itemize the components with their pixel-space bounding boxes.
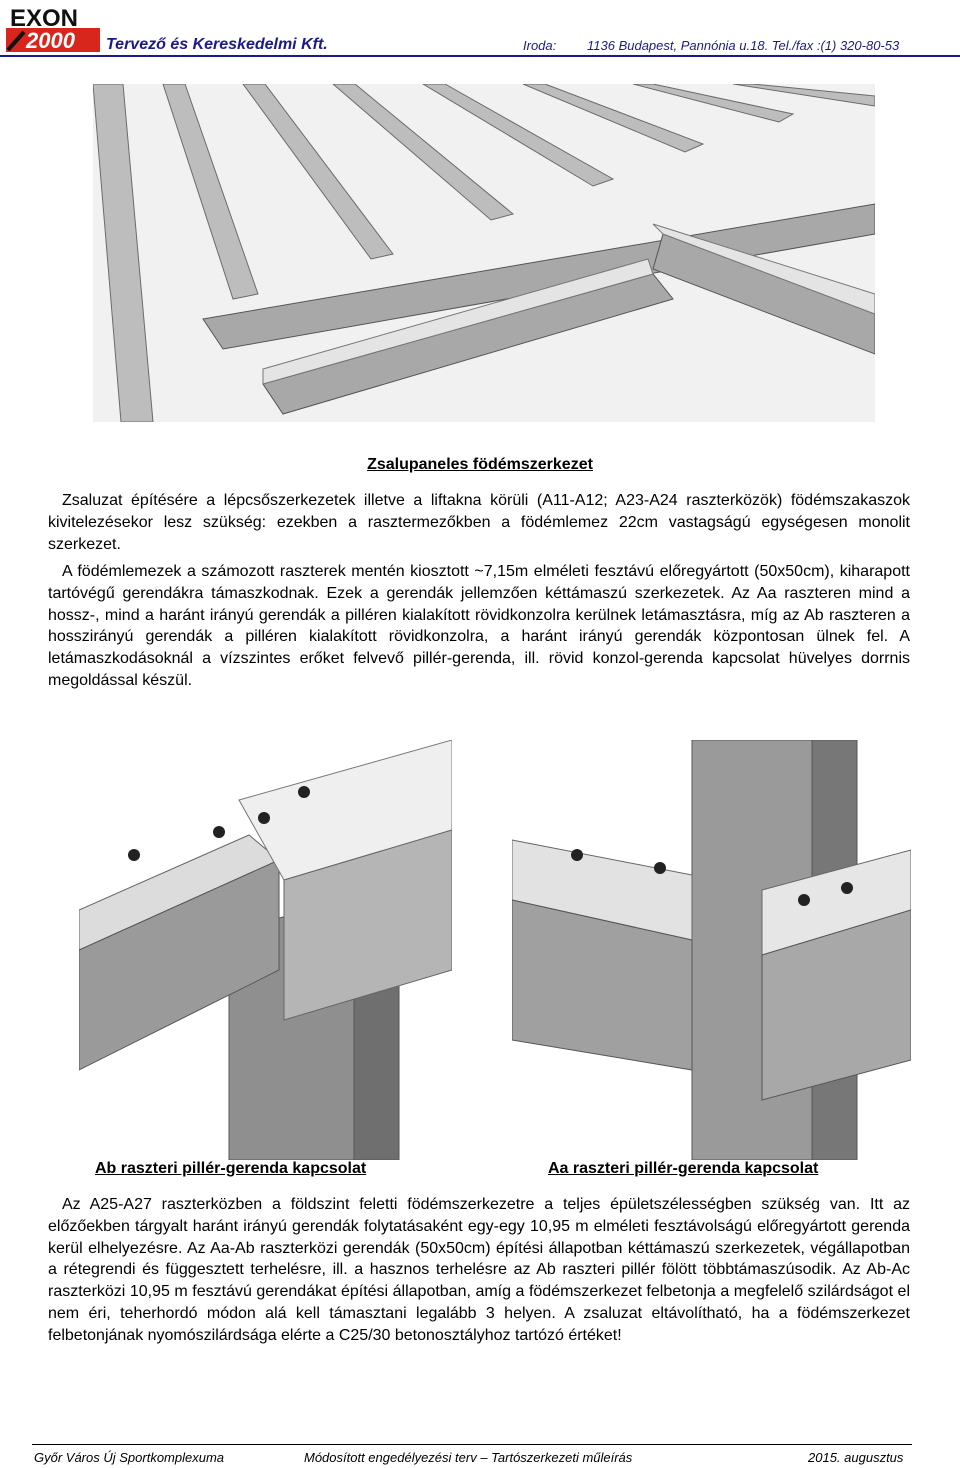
footer-divider [32, 1444, 912, 1445]
paragraph-intro: Zsaluzat építésére a lépcsőszerkezetek illetve a liftakna körüli (A11-A12; A23-A24 raszterközök) födémszakaszok kivitelezésekor lesz szükség: ezekben a rasztermezőkben a födémlemez 22cm vastagságú egységesen monolit szerkezet. [48, 492, 910, 553]
company-logo [6, 4, 100, 52]
slab-beams-render [93, 84, 875, 422]
company-name: Tervező és Kereskedelmi Kft. [106, 36, 328, 53]
office-address: 1136 Budapest, Pannónia u.18. Tel./fax :(1) 320-80-53 [587, 38, 900, 53]
svg-text:2000: 2000 [26, 28, 75, 52]
header-divider [0, 55, 960, 57]
section-title: Zsalupaneles födémszerkezet [367, 456, 593, 473]
caption-aa-connection: Aa raszteri pillér-gerenda kapcsolat [548, 1160, 819, 1177]
aa-column-beam-render [512, 740, 911, 1160]
office-label: Iroda: [523, 38, 557, 53]
footer-document: Módosított engedélyezési terv – Tartószerkezeti műleírás [304, 1450, 633, 1465]
caption-ab-connection: Ab raszteri pillér-gerenda kapcsolat [95, 1160, 367, 1177]
footer-date: 2015. augusztus [808, 1450, 904, 1465]
footer-project: Győr Város Új Sportkomplexuma [34, 1450, 225, 1465]
paragraph-beams: A födémlemezek a számozott raszterek mentén kiosztott ~7,15m elméleti fesztávú előregyártott (50x50cm), kiharapott tartóvégű gerendákra támaszkodnak. Ezek a gerendák jellemzően kéttámaszú szerkezetek. Az Aa raszteren mind a hossz-, mind a haránt irányú gerendák a pilléren kialakított rövidkonzolra kerülnek letámasztásra, míg az Ab raszteren a hosszirányú gerendák a pilléren kialakított rövidkonzolra, a haránt irányú gerendák központosan ülnek fel. A letámaszkodásoknál a vízszintes erőket felvevő pillér-gerenda, ill. rövid konzol-gerenda kapcsolat hüvelyes dorrnis megoldással készül. [48, 563, 910, 689]
paragraph-a25-a27: Az A25-A27 raszterközben a földszint feletti födémszerkezetre a teljes épületszélességben szükség van. Itt az előzőekben tárgyalt haránt irányú gerendák folytatásaként egy-egy 10,95 m elméleti fesztávolságú előregyártott gerenda kerül elhelyezésre. Az Aa-Ab raszterközi gerendák (50x50cm) építési állapotban kéttámaszú szerkezetek, végállapotban a rétegrendi és függesztett terhelésre, ill. a hasznos terhelésre az Ab raszteri pillér fölött többtámaszúsodik. Az Ab-Ac raszterközi 10,95 m fesztávú gerendákat építési állapotban, amíg a födémszerkezet felbetonja a megfelelő szilárdságot el nem éri, teherhordó módon alá kell támasztani legalább 3 helyen. A zsaluzat eltávolítható, ha a födémszerkezet felbetonjának nyomószilárdsága elérte a C25/30 betonosztályhoz tartózó értéket! [48, 1196, 910, 1344]
ab-column-beam-render [79, 740, 452, 1160]
svg-text:EXON: EXON [10, 5, 79, 32]
